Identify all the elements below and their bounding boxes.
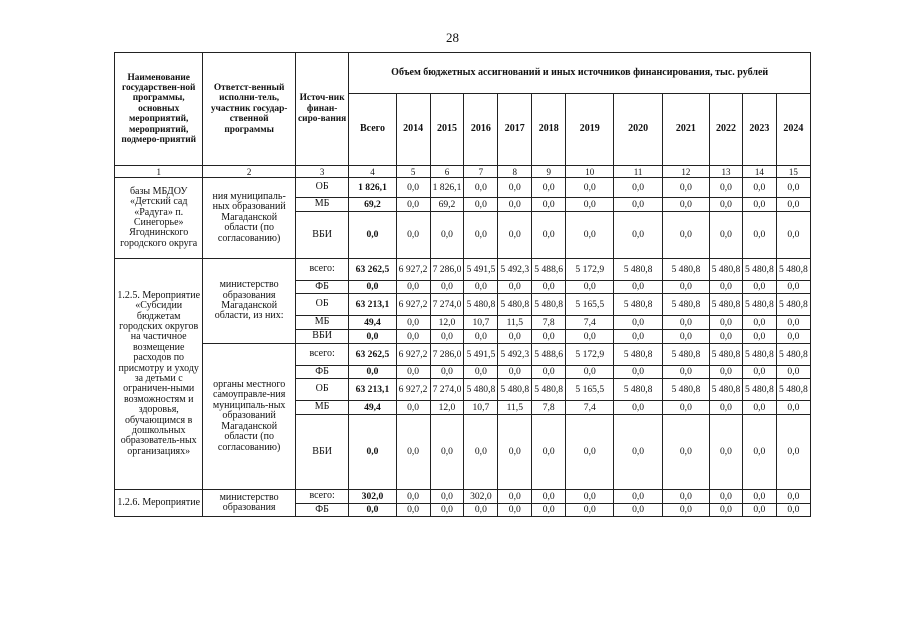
value-cell: 0,0 [662,316,709,330]
value-cell: 0,0 [662,212,709,259]
value-cell: 0,0 [566,178,614,198]
value-cell: 7 286,0 [430,259,464,281]
value-cell: 0,0 [498,366,532,379]
value-cell: 0,0 [742,330,776,344]
value-cell: 0,0 [430,212,464,259]
column-number: 5 [396,166,430,178]
funding-source-cell: МБ [295,198,348,212]
value-cell: 0,0 [710,330,743,344]
value-cell: 0,0 [710,212,743,259]
value-cell: 0,0 [742,212,776,259]
value-cell: 63 213,1 [349,294,396,316]
value-cell: 0,0 [498,198,532,212]
value-cell: 0,0 [396,316,430,330]
value-cell: 0,0 [662,490,709,504]
value-cell: 0,0 [464,281,498,294]
value-cell: 0,0 [464,366,498,379]
value-cell: 0,0 [614,198,662,212]
value-cell: 7,4 [566,316,614,330]
header-year: 2021 [662,94,709,166]
value-cell: 5 480,8 [614,259,662,281]
value-cell: 5 480,8 [464,294,498,316]
value-cell: 5 172,9 [566,344,614,366]
value-cell: 0,0 [396,401,430,415]
value-cell: 302,0 [464,490,498,504]
value-cell: 0,0 [532,198,566,212]
value-cell: 5 480,8 [710,294,743,316]
value-cell: 302,0 [349,490,396,504]
value-cell: 0,0 [614,366,662,379]
column-number: 15 [776,166,810,178]
value-cell: 11,5 [498,401,532,415]
funding-source-cell: ОБ [295,294,348,316]
value-cell: 0,0 [614,316,662,330]
value-cell: 6 927,2 [396,379,430,401]
value-cell: 0,0 [776,330,810,344]
value-cell: 0,0 [498,415,532,490]
value-cell: 0,0 [710,316,743,330]
funding-source-cell: всего: [295,344,348,366]
value-cell: 5 491,5 [464,344,498,366]
value-cell: 0,0 [566,366,614,379]
value-cell: 0,0 [430,366,464,379]
value-cell: 5 480,8 [662,259,709,281]
column-number: 1 [115,166,203,178]
value-cell: 0,0 [396,330,430,344]
value-cell: 0,0 [614,401,662,415]
value-cell: 63 213,1 [349,379,396,401]
header-year: 2019 [566,94,614,166]
funding-source-cell: ФБ [295,504,348,517]
table-row [115,344,811,366]
value-cell: 0,0 [464,212,498,259]
value-cell: 5 480,8 [776,379,810,401]
value-cell: 0,0 [396,198,430,212]
funding-source-cell: МБ [295,316,348,330]
value-cell: 10,7 [464,401,498,415]
value-cell: 0,0 [776,316,810,330]
value-cell: 7 286,0 [430,344,464,366]
header-year: 2022 [710,94,743,166]
value-cell: 0,0 [498,330,532,344]
value-cell: 0,0 [710,401,743,415]
value-cell: 0,0 [396,490,430,504]
value-cell: 5 480,8 [662,294,709,316]
value-cell: 0,0 [742,198,776,212]
value-cell: 0,0 [776,281,810,294]
value-cell: 1 826,1 [430,178,464,198]
value-cell: 0,0 [396,504,430,517]
header-year: 2024 [776,94,810,166]
value-cell: 6 927,2 [396,294,430,316]
table-body [115,166,811,517]
value-cell: 49,4 [349,316,396,330]
value-cell: 0,0 [566,504,614,517]
value-cell: 0,0 [776,490,810,504]
value-cell: 0,0 [566,212,614,259]
value-cell: 0,0 [430,415,464,490]
value-cell: 0,0 [614,212,662,259]
table-row [115,178,811,198]
value-cell: 0,0 [710,198,743,212]
funding-source-cell: ФБ [295,366,348,379]
column-number: 9 [532,166,566,178]
column-number: 3 [295,166,348,178]
value-cell: 7,4 [566,401,614,415]
value-cell: 69,2 [430,198,464,212]
value-cell: 0,0 [710,490,743,504]
value-cell: 0,0 [742,281,776,294]
header-year: Всего [349,94,396,166]
value-cell: 0,0 [742,316,776,330]
value-cell: 0,0 [662,504,709,517]
value-cell: 7 274,0 [430,294,464,316]
value-cell: 0,0 [662,178,709,198]
value-cell: 5 480,8 [614,294,662,316]
value-cell: 0,0 [532,178,566,198]
value-cell: 0,0 [464,198,498,212]
value-cell: 0,0 [396,281,430,294]
header-executor: Ответст-венный исполни-тель, участник государ-ственной программы [203,53,296,166]
column-numbers-row [115,166,811,178]
value-cell: 0,0 [532,212,566,259]
value-cell: 0,0 [396,415,430,490]
funding-source-cell: всего: [295,490,348,504]
page-number: 28 [446,30,459,45]
value-cell: 7,8 [532,316,566,330]
value-cell: 5 480,8 [776,294,810,316]
column-number: 7 [464,166,498,178]
value-cell: 5 480,8 [662,344,709,366]
value-cell: 63 262,5 [349,344,396,366]
value-cell: 5 480,8 [742,379,776,401]
value-cell: 0,0 [710,415,743,490]
value-cell: 0,0 [396,212,430,259]
value-cell: 5 492,3 [498,259,532,281]
funding-source-cell: ОБ [295,178,348,198]
column-number: 8 [498,166,532,178]
value-cell: 0,0 [532,330,566,344]
value-cell: 6 927,2 [396,259,430,281]
value-cell: 0,0 [614,178,662,198]
column-number: 12 [662,166,709,178]
funding-source-cell: МБ [295,401,348,415]
header-source: Источ-ник финан-сиро-вания [295,53,348,166]
value-cell: 0,0 [566,490,614,504]
value-cell: 0,0 [349,366,396,379]
value-cell: 0,0 [710,281,743,294]
value-cell: 0,0 [464,178,498,198]
value-cell: 5 491,5 [464,259,498,281]
value-cell: 5 488,6 [532,344,566,366]
value-cell: 5 480,8 [498,379,532,401]
header-year: 2020 [614,94,662,166]
value-cell: 0,0 [430,281,464,294]
value-cell: 0,0 [532,504,566,517]
header-year: 2017 [498,94,532,166]
table-row [115,259,811,281]
value-cell: 12,0 [430,401,464,415]
value-cell: 0,0 [430,330,464,344]
value-cell: 69,2 [349,198,396,212]
executor-cell: министерство образования [203,490,296,517]
value-cell: 5 480,8 [532,294,566,316]
value-cell: 0,0 [662,330,709,344]
value-cell: 0,0 [532,366,566,379]
value-cell: 5 165,5 [566,294,614,316]
value-cell: 0,0 [349,330,396,344]
value-cell: 5 488,6 [532,259,566,281]
value-cell: 0,0 [566,281,614,294]
value-cell: 1 826,1 [349,178,396,198]
value-cell: 0,0 [662,198,709,212]
executor-cell: органы местного самоуправле-ния муниципаль-ных образований Магаданской области (по согласованию) [203,344,296,490]
value-cell: 5 480,8 [710,344,743,366]
funding-source-cell: ФБ [295,281,348,294]
column-number: 2 [203,166,296,178]
value-cell: 0,0 [498,281,532,294]
value-cell: 0,0 [614,490,662,504]
value-cell: 0,0 [430,490,464,504]
value-cell: 0,0 [614,504,662,517]
value-cell: 0,0 [464,504,498,517]
value-cell: 0,0 [776,198,810,212]
header-volume: Объем бюджетных ассигнований и иных источников финансирования, тыс. рублей [349,53,811,94]
value-cell: 0,0 [464,330,498,344]
header-year: 2016 [464,94,498,166]
value-cell: 0,0 [662,401,709,415]
column-number: 6 [430,166,464,178]
column-number: 11 [614,166,662,178]
value-cell: 5 480,8 [710,259,743,281]
program-name-cell: 1.2.5. Мероприятие «Субсидии бюджетам городских округов на частичное возмещение расходов по присмотру и уходу за детьми с ограничен-ными возможностям и здоровья, обучающимся в дошкольных образователь-ных организациях» [115,259,203,490]
program-name-cell: базы МБДОУ «Детский сад «Радуга» п. Синегорье» Ягоднинского городского округа [115,178,203,259]
value-cell: 0,0 [776,178,810,198]
executor-cell: министерство образования Магаданской области, из них: [203,259,296,344]
value-cell: 0,0 [742,401,776,415]
value-cell: 5 480,8 [776,259,810,281]
funding-source-cell: ВБИ [295,330,348,344]
value-cell: 0,0 [742,415,776,490]
budget-table [114,52,811,517]
value-cell: 0,0 [662,281,709,294]
value-cell: 0,0 [742,490,776,504]
value-cell: 5 480,8 [614,379,662,401]
value-cell: 0,0 [710,178,743,198]
value-cell: 0,0 [498,178,532,198]
value-cell: 0,0 [776,504,810,517]
value-cell: 5 480,8 [532,379,566,401]
column-number: 4 [349,166,396,178]
value-cell: 5 480,8 [742,294,776,316]
value-cell: 0,0 [532,490,566,504]
column-number: 13 [710,166,743,178]
value-cell: 0,0 [349,504,396,517]
value-cell: 0,0 [742,178,776,198]
value-cell: 0,0 [710,366,743,379]
value-cell: 0,0 [742,504,776,517]
header-name: Наименование государствен-ной программы, основных мероприятий, мероприятий, подмеро-приятий [115,53,203,166]
value-cell: 0,0 [710,504,743,517]
value-cell: 0,0 [396,366,430,379]
header-year: 2018 [532,94,566,166]
value-cell: 7,8 [532,401,566,415]
value-cell: 0,0 [662,415,709,490]
value-cell: 0,0 [742,366,776,379]
header-year: 2015 [430,94,464,166]
value-cell: 5 492,3 [498,344,532,366]
column-number: 10 [566,166,614,178]
value-cell: 5 480,8 [614,344,662,366]
value-cell: 6 927,2 [396,344,430,366]
value-cell: 5 480,8 [498,294,532,316]
value-cell: 0,0 [566,198,614,212]
funding-source-cell: всего: [295,259,348,281]
value-cell: 0,0 [662,366,709,379]
value-cell: 0,0 [776,366,810,379]
executor-cell: ния муниципаль-ных образований Магаданской области (по согласованию) [203,178,296,259]
header-year: 2014 [396,94,430,166]
value-cell: 0,0 [498,504,532,517]
funding-source-cell: ОБ [295,379,348,401]
value-cell: 0,0 [498,490,532,504]
column-number: 14 [742,166,776,178]
value-cell: 0,0 [396,178,430,198]
value-cell: 0,0 [349,281,396,294]
value-cell: 0,0 [566,330,614,344]
value-cell: 0,0 [614,330,662,344]
value-cell: 5 480,8 [776,344,810,366]
value-cell: 0,0 [464,415,498,490]
value-cell: 10,7 [464,316,498,330]
value-cell: 0,0 [776,212,810,259]
value-cell: 0,0 [566,415,614,490]
funding-source-cell: ВБИ [295,212,348,259]
value-cell: 63 262,5 [349,259,396,281]
value-cell: 0,0 [430,504,464,517]
value-cell: 0,0 [349,212,396,259]
value-cell: 5 172,9 [566,259,614,281]
value-cell: 0,0 [776,415,810,490]
program-name-cell: 1.2.6. Мероприятие [115,490,203,517]
funding-source-cell: ВБИ [295,415,348,490]
table-row [115,490,811,504]
value-cell: 5 480,8 [710,379,743,401]
header-year: 2023 [742,94,776,166]
value-cell: 7 274,0 [430,379,464,401]
value-cell: 5 480,8 [662,379,709,401]
value-cell: 0,0 [776,401,810,415]
value-cell: 0,0 [532,281,566,294]
value-cell: 0,0 [498,212,532,259]
value-cell: 0,0 [349,415,396,490]
value-cell: 5 480,8 [742,344,776,366]
value-cell: 0,0 [614,281,662,294]
value-cell: 49,4 [349,401,396,415]
value-cell: 0,0 [532,415,566,490]
value-cell: 0,0 [614,415,662,490]
value-cell: 5 165,5 [566,379,614,401]
value-cell: 5 480,8 [464,379,498,401]
value-cell: 11,5 [498,316,532,330]
value-cell: 12,0 [430,316,464,330]
value-cell: 5 480,8 [742,259,776,281]
